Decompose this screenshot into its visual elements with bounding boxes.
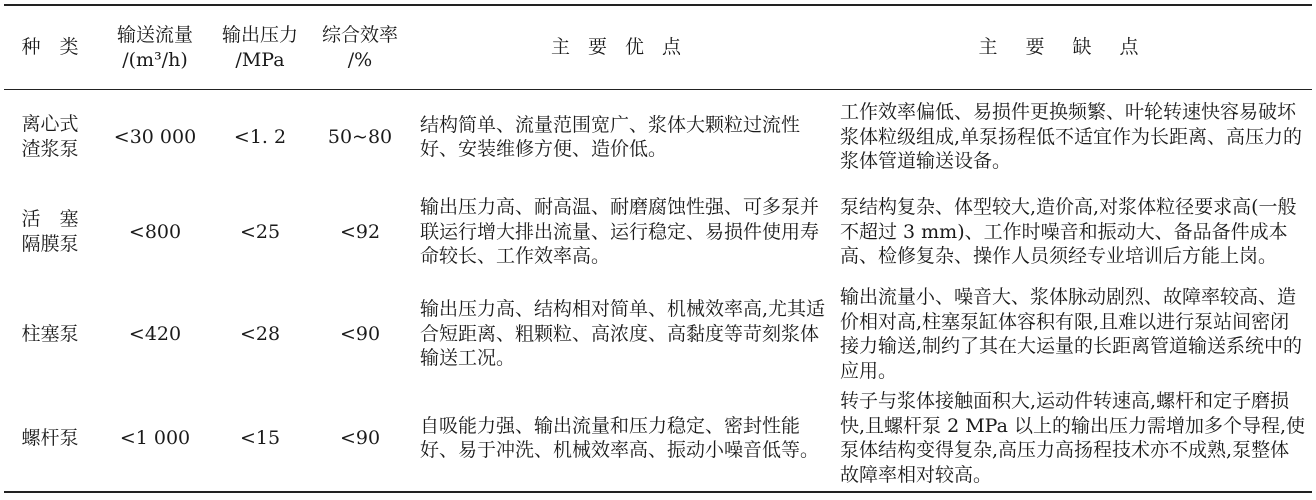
row-4-pump-type: 螺杆泵 [21, 426, 79, 449]
row-1-pump-type: 离心式 渣浆泵 [21, 113, 79, 160]
row-4-pressure: <15 [239, 426, 281, 449]
row-3-efficiency: <90 [339, 322, 381, 345]
header-type: 种 类 [21, 36, 79, 58]
row-2-disadvantages: 泵结构复杂、体型较大,造价高,对浆体粒径要求高(一般不超过 3 mm)、工作时噪音和振动大、备品备件成本高、检修复杂、操作人员须经专业培训后方能上岗。 [840, 196, 1297, 268]
row-3-advantages: 输出压力高、结构相对简单、机械效率高,尤其适合短距离、粗颗粒、高浓度、高黏度等苛刻浆体输送工况。 [420, 298, 826, 370]
row-4-efficiency: <90 [339, 426, 381, 449]
row-4-disadvantages: 转子与浆体接触面积大,运动件转速高,螺杆和定子磨损快,且螺杆泵 2 MPa 以上的输出压力需增加多个导程,使泵体结构变得复杂,高压力高扬程技术亦不成熟,泵整体故障率相对较高。 [840, 390, 1306, 486]
row-1-flow: <30 000 [113, 125, 197, 148]
header-flow: 输送流量 /(m³/h) [116, 23, 193, 71]
table-header-rule [4, 89, 1312, 90]
row-2-flow: <800 [128, 220, 182, 243]
header-pressure: 输出压力 /MPa [221, 23, 298, 71]
header-advantages: 主要优点 [550, 36, 699, 58]
table-top-rule [4, 4, 1312, 6]
row-3-pressure: <28 [239, 322, 281, 345]
row-4-flow: <1 000 [119, 426, 191, 449]
row-2-pump-type: 活 塞 隔膜泵 [21, 208, 79, 255]
row-3-disadvantages: 输出流量小、噪音大、浆体脉动剧烈、故障率较高、造价相对高,柱塞泵缸体容积有限,且难以进行泵站间密闭接力输送,制约了其在大运量的长距离管道输送系统中的应用。 [840, 286, 1303, 382]
row-1-pressure: <1. 2 [233, 125, 287, 148]
header-disadvantages: 主要缺点 [978, 36, 1167, 58]
row-2-advantages: 输出压力高、耐高温、耐磨腐蚀性强、可多泵并联运行增大排出流量、运行稳定、易损件使用寿命较长、工作效率高。 [420, 196, 820, 268]
row-3-pump-type: 柱塞泵 [21, 322, 79, 345]
row-1-disadvantages: 工作效率偏低、易损件更换频繁、叶轮转速快容易破坏浆体粒级组成,单泵扬程低不适宜作为长距离、高压力的浆体管道输送设备。 [840, 101, 1303, 173]
row-1-advantages: 结构简单、流量范围宽广、浆体大颗粒过流性好、安装维修方便、造价低。 [420, 113, 801, 160]
row-2-efficiency: <92 [339, 220, 381, 243]
row-1-efficiency: 50~80 [327, 125, 393, 148]
row-3-flow: <420 [128, 322, 182, 345]
header-efficiency: 综合效率 /% [321, 23, 398, 71]
row-2-pressure: <25 [239, 220, 281, 243]
row-4-advantages: 自吸能力强、输出流量和压力稳定、密封性能好、易于冲洗、机械效率高、振动小噪音低等。 [420, 414, 820, 461]
table-bottom-rule [4, 491, 1312, 493]
